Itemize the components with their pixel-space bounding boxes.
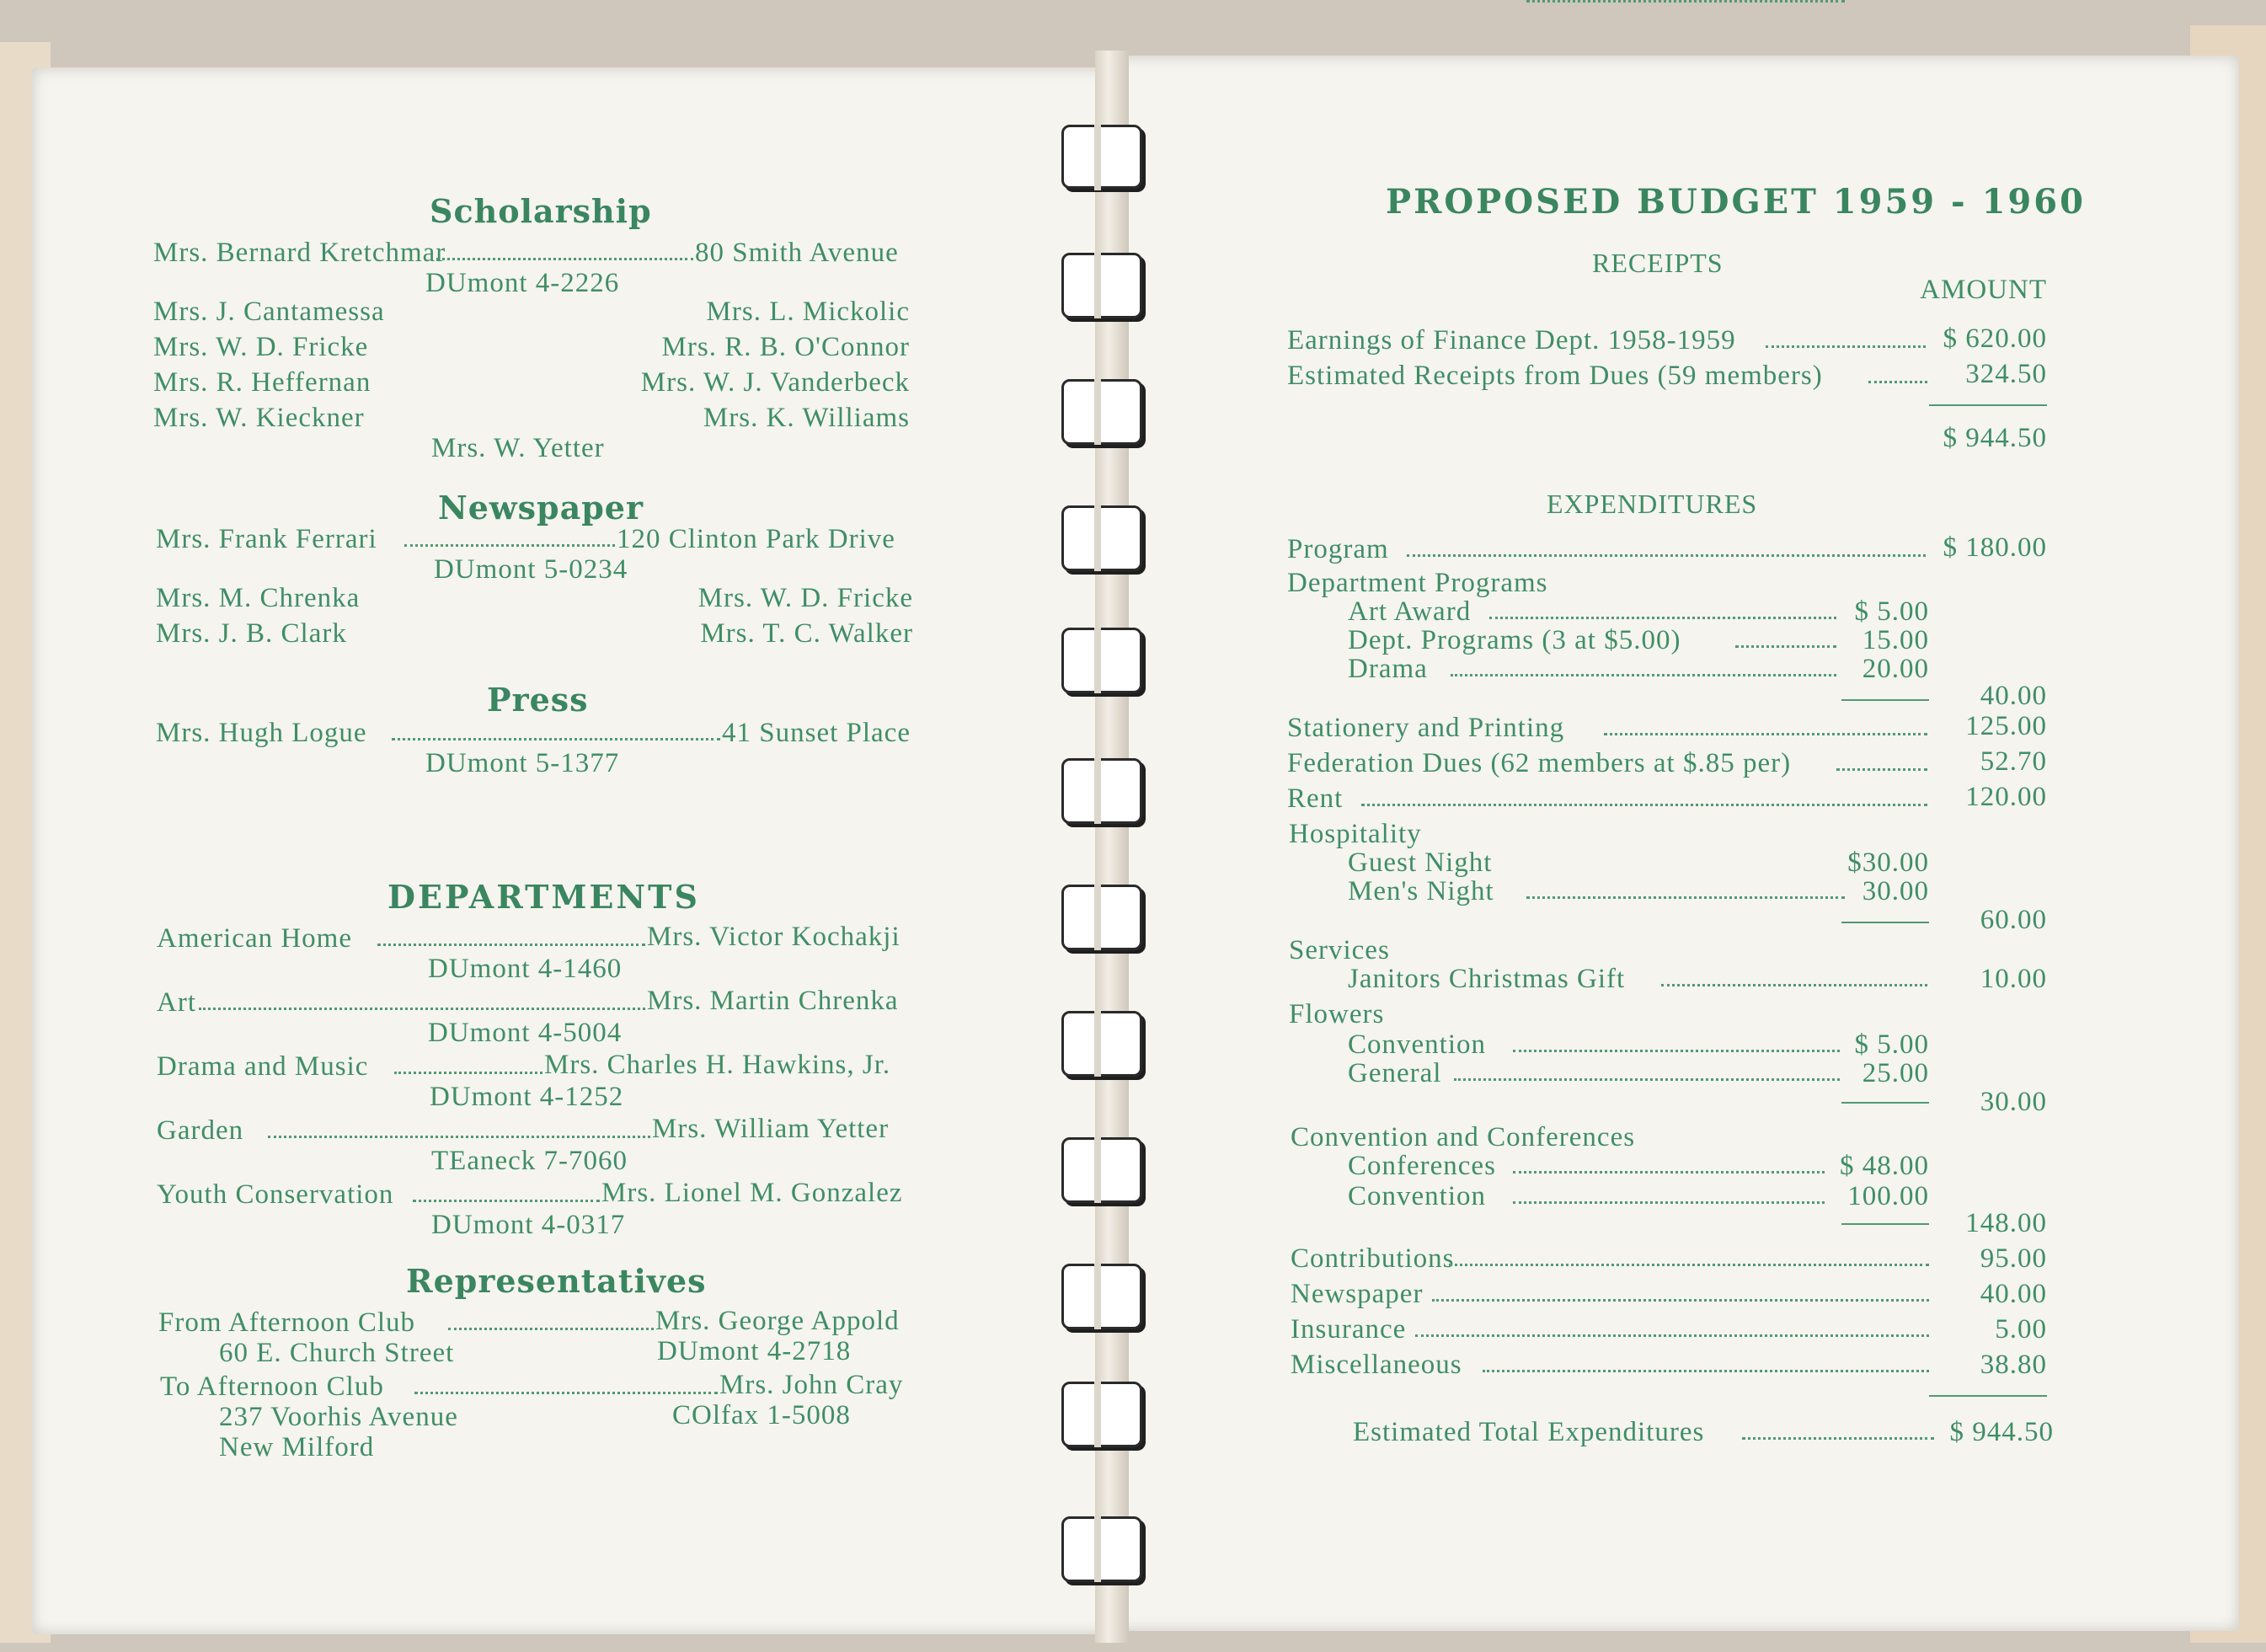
section-title: Scholarship (430, 192, 652, 230)
expense-sub-label: Dept. Programs (3 at $5.00) (1348, 625, 1681, 655)
rep-to-label: To Afternoon Club (160, 1371, 384, 1402)
leader-dots (448, 1328, 654, 1330)
expense-sub-amount: $ 5.00 (1854, 596, 1929, 627)
expense-sub-label: Men's Night (1348, 876, 1494, 906)
expense-group-label: Hospitality (1289, 819, 1422, 849)
leader-dots (1415, 1334, 1929, 1337)
expense-sub-label: Janitors Christmas Gift (1348, 964, 1626, 994)
subtotal-rule (1841, 922, 1929, 923)
expense-sub-amount: 100.00 (1847, 1181, 1929, 1211)
receipt-label: Estimated Receipts from Dues (59 members) (1287, 361, 1823, 391)
expense-label: Federation Dues (62 members at $.85 per) (1287, 748, 1792, 778)
expense-sub-label: General (1348, 1058, 1442, 1088)
leader-dots (414, 1392, 718, 1394)
department-name: Art (157, 987, 196, 1018)
binding-ring (1061, 885, 1142, 950)
leader-dots (1735, 645, 1836, 648)
department-phone: DUmont 4-0317 (431, 1210, 626, 1240)
member-name: Mrs. W. D. Fricke (153, 332, 369, 362)
leader-dots (1526, 896, 1845, 899)
expense-sub-amount: 30.00 (1862, 876, 1929, 906)
member-name: Mrs. T. C. Walker (700, 618, 913, 649)
binding-ring (1061, 379, 1142, 445)
expense-amount: 52.70 (1980, 746, 2047, 777)
total-amount: $ 944.50 (1949, 1417, 2054, 1447)
leader-dots (1868, 381, 1927, 383)
expense-group-label: Convention and Conferences (1291, 1122, 1636, 1152)
expenditures-heading: EXPENDITURES (1547, 489, 1758, 519)
chair-address: 41 Sunset Place (722, 718, 911, 748)
member-name: Mrs. W. Yetter (431, 433, 605, 463)
department-name: American Home (157, 923, 352, 954)
expense-amount: 5.00 (1995, 1314, 2047, 1345)
expense-sub-amount: $ 48.00 (1840, 1151, 1929, 1181)
leader-dots (1489, 617, 1836, 619)
rep-to-name: Mrs. John Cray (719, 1370, 904, 1400)
leader-dots (1513, 1050, 1840, 1052)
member-name: Mrs. W. Kieckner (153, 403, 365, 433)
department-chair: Mrs. Victor Kochakji (647, 922, 901, 952)
rep-to-address: 237 Voorhis Avenue (219, 1402, 458, 1432)
department-name: Youth Conservation (157, 1179, 394, 1210)
member-name: Mrs. R. B. O'Connor (661, 332, 910, 362)
expense-label: Stationery and Printing (1287, 713, 1565, 743)
expense-group-label: Department Programs (1287, 568, 1548, 598)
member-name: Mrs. W. J. Vanderbeck (640, 367, 910, 398)
expense-amount: 38.80 (1980, 1350, 2047, 1380)
leader-dots (404, 544, 615, 547)
expense-sub-label: Art Award (1348, 596, 1472, 627)
binding-ring (1061, 1382, 1142, 1447)
receipt-amount: $ 620.00 (1943, 323, 2047, 354)
total-label: Estimated Total Expenditures (1353, 1417, 1705, 1447)
department-phone: TEaneck 7-7060 (431, 1146, 628, 1176)
receipt-label: Earnings of Finance Dept. 1958-1959 (1287, 325, 1736, 356)
department-phone: DUmont 4-1460 (428, 954, 623, 984)
rep-from-name: Mrs. George Appold (655, 1306, 900, 1336)
chair-name: Mrs. Hugh Logue (156, 718, 367, 748)
member-name: Mrs. K. Williams (703, 403, 910, 433)
leader-dots (377, 944, 645, 946)
leader-dots (394, 1072, 542, 1074)
expense-sub-label: Guest Night (1348, 847, 1493, 878)
leader-dots (1661, 984, 1927, 986)
subtotal-rule (1929, 404, 2047, 406)
expense-sub-label: Conferences (1348, 1151, 1496, 1181)
expense-amount: 60.00 (1980, 905, 2047, 935)
chair-address: 80 Smith Avenue (695, 238, 899, 268)
expense-amount: 120.00 (1965, 782, 2047, 812)
member-name: Mrs. L. Mickolic (706, 297, 910, 327)
expense-sub-amount: $30.00 (1847, 847, 1929, 878)
expense-sub-amount: 25.00 (1862, 1058, 1929, 1088)
expense-amount: 148.00 (1965, 1208, 2047, 1238)
expense-label: Contributions (1291, 1243, 1455, 1274)
amount-heading: AMOUNT (1920, 275, 2047, 305)
leader-dots (1451, 674, 1836, 676)
expense-amount: 40.00 (1980, 1279, 2047, 1309)
department-chair: Mrs. William Yetter (652, 1114, 890, 1144)
rep-to-address: New Milford (219, 1432, 375, 1462)
page-title: PROPOSED BUDGET 1959 - 1960 (1386, 182, 2086, 222)
member-name: Mrs. M. Chrenka (156, 583, 361, 613)
binding-ring (1061, 1011, 1142, 1077)
section-title: Representatives (406, 1262, 707, 1300)
leader-dots (436, 258, 693, 260)
expense-sub-label: Convention (1348, 1029, 1486, 1060)
binding-ring (1061, 125, 1142, 189)
section-title: Press (487, 681, 589, 719)
department-name: Garden (157, 1115, 244, 1146)
leader-dots (1483, 1370, 1929, 1372)
leader-dots (1604, 733, 1927, 735)
chair-name: Mrs. Frank Ferrari (156, 524, 377, 554)
member-name: Mrs. W. D. Fricke (697, 583, 913, 613)
expense-amount: 95.00 (1980, 1243, 2047, 1274)
chair-phone: DUmont 5-1377 (425, 748, 620, 778)
department-name: Drama and Music (157, 1051, 369, 1082)
subtotal-rule (1841, 1223, 1929, 1225)
chair-phone: DUmont 4-2226 (425, 268, 620, 298)
expense-label: Miscellaneous (1291, 1350, 1462, 1380)
rep-from-phone: DUmont 4-2718 (657, 1336, 852, 1366)
binding-ring (1061, 505, 1142, 571)
leader-dots (1432, 1299, 1929, 1302)
expense-sub-amount: $ 5.00 (1854, 1029, 1929, 1060)
rep-to-phone: COlfax 1-5008 (672, 1400, 851, 1430)
section-title: DEPARTMENTS (387, 878, 700, 916)
expense-label: Newspaper (1291, 1279, 1424, 1309)
receipts-total: $ 944.50 (1943, 423, 2047, 453)
department-chair: Mrs. Lionel M. Gonzalez (601, 1178, 903, 1208)
binding-ring (1061, 758, 1142, 824)
leader-dots (199, 1008, 645, 1010)
expense-sub-amount: 20.00 (1862, 654, 1929, 684)
leader-dots (1742, 1437, 1934, 1440)
member-name: Mrs. R. Heffernan (153, 367, 371, 398)
leader-dots (1407, 554, 1926, 557)
expense-amount: 125.00 (1965, 711, 2047, 741)
leader-dots (1836, 768, 1927, 771)
subtotal-rule (1841, 699, 1929, 701)
binding-ring (1061, 253, 1142, 318)
binding-ring (1061, 628, 1142, 693)
leader-dots (1449, 1264, 1929, 1266)
expense-sub-amount: 15.00 (1862, 625, 1929, 655)
expense-amount: 10.00 (1980, 964, 2047, 994)
expense-label: Program (1287, 534, 1389, 564)
member-name: Mrs. J. B. Clark (156, 618, 347, 649)
expense-label: Rent (1287, 783, 1344, 814)
expense-amount: 40.00 (1980, 681, 2047, 711)
leader-dots (1526, 0, 1845, 3)
expense-label: Insurance (1291, 1314, 1407, 1345)
binding-ring (1061, 1264, 1142, 1329)
member-name: Mrs. J. Cantamessa (153, 297, 385, 327)
binding-ring (1061, 1516, 1142, 1582)
expense-group-label: Services (1289, 935, 1390, 965)
rep-from-label: From Afternoon Club (158, 1307, 415, 1338)
leader-dots (413, 1200, 600, 1202)
leader-dots (1766, 345, 1926, 348)
rep-from-address: 60 E. Church Street (219, 1338, 455, 1368)
binding-ring (1061, 1137, 1142, 1203)
leader-dots (1361, 804, 1927, 806)
chair-phone: DUmont 5-0234 (434, 554, 628, 585)
total-rule (1929, 1395, 2047, 1397)
leader-dots (268, 1136, 650, 1138)
department-chair: Mrs. Martin Chrenka (647, 986, 899, 1016)
expense-group-label: Flowers (1289, 999, 1385, 1029)
subtotal-rule (1841, 1102, 1929, 1104)
expense-amount: 30.00 (1980, 1087, 2047, 1117)
department-phone: DUmont 4-5004 (428, 1018, 623, 1048)
leader-dots (392, 738, 720, 740)
right-page (1110, 56, 2239, 1631)
department-chair: Mrs. Charles H. Hawkins, Jr. (544, 1050, 891, 1080)
expense-sub-label: Drama (1348, 654, 1428, 684)
chair-name: Mrs. Bernard Kretchmar (153, 238, 446, 268)
chair-address: 120 Clinton Park Drive (617, 524, 895, 554)
expense-sub-label: Convention (1348, 1181, 1486, 1211)
leader-dots (1513, 1171, 1825, 1174)
leader-dots (1513, 1201, 1825, 1204)
expense-amount: $ 180.00 (1943, 532, 2047, 563)
section-title: Newspaper (438, 489, 644, 527)
receipt-amount: 324.50 (1965, 359, 2047, 389)
leader-dots (1454, 1078, 1840, 1081)
receipts-heading: RECEIPTS (1592, 248, 1724, 278)
department-phone: DUmont 4-1252 (430, 1082, 624, 1112)
